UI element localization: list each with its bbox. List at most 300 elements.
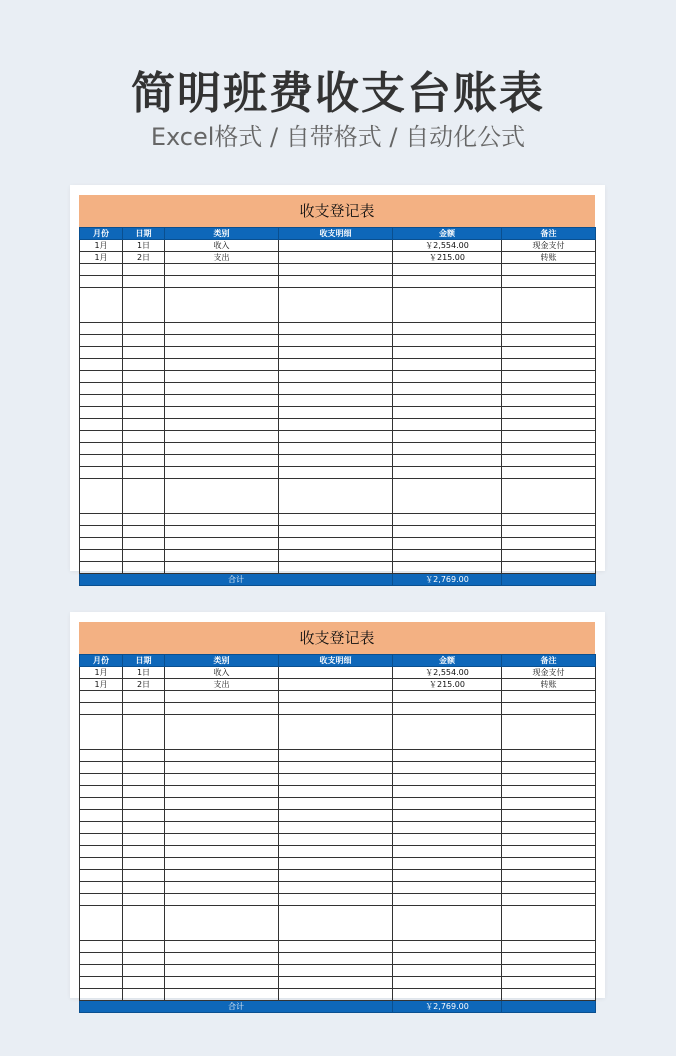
- cell-month[interactable]: [80, 798, 123, 810]
- cell-category[interactable]: [165, 276, 279, 288]
- cell-note[interactable]: [502, 455, 596, 467]
- cell-date[interactable]: 1日: [123, 240, 165, 252]
- cell-category[interactable]: [165, 858, 279, 870]
- cell-month[interactable]: [80, 288, 123, 323]
- cell-category[interactable]: [165, 550, 279, 562]
- cell-amount[interactable]: [393, 989, 502, 1001]
- cell-date[interactable]: [123, 359, 165, 371]
- cell-detail[interactable]: [279, 989, 393, 1001]
- cell-date[interactable]: [123, 455, 165, 467]
- cell-month[interactable]: [80, 703, 123, 715]
- cell-note[interactable]: [502, 538, 596, 550]
- cell-detail[interactable]: [279, 870, 393, 882]
- cell-amount[interactable]: [393, 977, 502, 989]
- cell-amount[interactable]: [393, 834, 502, 846]
- cell-amount[interactable]: [393, 383, 502, 395]
- cell-date[interactable]: [123, 750, 165, 762]
- cell-detail[interactable]: [279, 965, 393, 977]
- cell-month[interactable]: [80, 550, 123, 562]
- cell-note[interactable]: [502, 822, 596, 834]
- cell-date[interactable]: [123, 383, 165, 395]
- cell-note[interactable]: [502, 858, 596, 870]
- cell-detail[interactable]: [279, 562, 393, 574]
- cell-month[interactable]: [80, 846, 123, 858]
- cell-amount[interactable]: [393, 750, 502, 762]
- cell-note[interactable]: [502, 846, 596, 858]
- cell-amount[interactable]: [393, 906, 502, 941]
- cell-note[interactable]: [502, 750, 596, 762]
- cell-category[interactable]: [165, 715, 279, 750]
- cell-detail[interactable]: [279, 538, 393, 550]
- col-header-note[interactable]: 备注: [502, 228, 596, 240]
- cell-detail[interactable]: [279, 252, 393, 264]
- cell-detail[interactable]: [279, 467, 393, 479]
- total-value[interactable]: ￥2,769.00: [393, 1001, 502, 1013]
- cell-month[interactable]: [80, 455, 123, 467]
- cell-detail[interactable]: [279, 846, 393, 858]
- cell-note[interactable]: [502, 288, 596, 323]
- cell-amount[interactable]: [393, 562, 502, 574]
- cell-amount[interactable]: [393, 526, 502, 538]
- cell-date[interactable]: [123, 703, 165, 715]
- cell-date[interactable]: [123, 798, 165, 810]
- cell-detail[interactable]: [279, 882, 393, 894]
- cell-detail[interactable]: [279, 834, 393, 846]
- cell-note[interactable]: [502, 264, 596, 276]
- cell-note[interactable]: [502, 335, 596, 347]
- cell-detail[interactable]: [279, 383, 393, 395]
- cell-month[interactable]: [80, 989, 123, 1001]
- cell-month[interactable]: [80, 762, 123, 774]
- cell-detail[interactable]: [279, 953, 393, 965]
- cell-detail[interactable]: [279, 798, 393, 810]
- cell-month[interactable]: [80, 264, 123, 276]
- cell-amount[interactable]: [393, 514, 502, 526]
- cell-amount[interactable]: [393, 762, 502, 774]
- cell-date[interactable]: [123, 550, 165, 562]
- cell-amount[interactable]: [393, 264, 502, 276]
- cell-category[interactable]: [165, 443, 279, 455]
- cell-amount[interactable]: [393, 467, 502, 479]
- cell-date[interactable]: [123, 347, 165, 359]
- cell-amount[interactable]: [393, 288, 502, 323]
- col-header-category[interactable]: 类别: [165, 228, 279, 240]
- cell-note[interactable]: [502, 894, 596, 906]
- cell-category[interactable]: [165, 562, 279, 574]
- col-header-note[interactable]: 备注: [502, 655, 596, 667]
- cell-date[interactable]: [123, 834, 165, 846]
- cell-month[interactable]: [80, 347, 123, 359]
- cell-amount[interactable]: [393, 882, 502, 894]
- cell-detail[interactable]: [279, 323, 393, 335]
- cell-month[interactable]: [80, 407, 123, 419]
- cell-category[interactable]: [165, 419, 279, 431]
- cell-detail[interactable]: [279, 407, 393, 419]
- cell-detail[interactable]: [279, 750, 393, 762]
- cell-date[interactable]: [123, 335, 165, 347]
- cell-date[interactable]: [123, 989, 165, 1001]
- cell-detail[interactable]: [279, 774, 393, 786]
- cell-note[interactable]: [502, 870, 596, 882]
- cell-detail[interactable]: [279, 679, 393, 691]
- cell-date[interactable]: [123, 538, 165, 550]
- cell-category[interactable]: [165, 774, 279, 786]
- cell-category[interactable]: [165, 750, 279, 762]
- cell-date[interactable]: [123, 846, 165, 858]
- cell-amount[interactable]: [393, 276, 502, 288]
- cell-date[interactable]: [123, 562, 165, 574]
- cell-date[interactable]: [123, 443, 165, 455]
- cell-category[interactable]: [165, 762, 279, 774]
- cell-category[interactable]: [165, 977, 279, 989]
- cell-date[interactable]: [123, 691, 165, 703]
- cell-category[interactable]: [165, 786, 279, 798]
- cell-note[interactable]: [502, 906, 596, 941]
- cell-amount[interactable]: ￥215.00: [393, 679, 502, 691]
- cell-amount[interactable]: [393, 538, 502, 550]
- cell-category[interactable]: [165, 455, 279, 467]
- cell-note[interactable]: [502, 383, 596, 395]
- cell-date[interactable]: [123, 965, 165, 977]
- cell-note[interactable]: [502, 443, 596, 455]
- cell-month[interactable]: [80, 894, 123, 906]
- cell-detail[interactable]: [279, 550, 393, 562]
- cell-month[interactable]: [80, 834, 123, 846]
- cell-date[interactable]: [123, 870, 165, 882]
- cell-amount[interactable]: [393, 691, 502, 703]
- cell-detail[interactable]: [279, 977, 393, 989]
- cell-amount[interactable]: ￥2,554.00: [393, 240, 502, 252]
- cell-date[interactable]: [123, 822, 165, 834]
- cell-detail[interactable]: [279, 691, 393, 703]
- cell-date[interactable]: [123, 419, 165, 431]
- cell-date[interactable]: [123, 953, 165, 965]
- cell-date[interactable]: [123, 941, 165, 953]
- cell-amount[interactable]: [393, 774, 502, 786]
- cell-month[interactable]: [80, 715, 123, 750]
- cell-category[interactable]: [165, 288, 279, 323]
- cell-note[interactable]: [502, 941, 596, 953]
- cell-note[interactable]: [502, 786, 596, 798]
- cell-note[interactable]: [502, 467, 596, 479]
- cell-date[interactable]: [123, 526, 165, 538]
- cell-note[interactable]: [502, 479, 596, 514]
- cell-note[interactable]: [502, 977, 596, 989]
- cell-category[interactable]: [165, 467, 279, 479]
- cell-month[interactable]: [80, 526, 123, 538]
- cell-amount[interactable]: [393, 786, 502, 798]
- cell-date[interactable]: [123, 514, 165, 526]
- cell-note[interactable]: [502, 276, 596, 288]
- cell-amount[interactable]: [393, 894, 502, 906]
- cell-detail[interactable]: [279, 240, 393, 252]
- cell-note[interactable]: [502, 323, 596, 335]
- cell-category[interactable]: [165, 371, 279, 383]
- cell-date[interactable]: [123, 882, 165, 894]
- cell-note[interactable]: 转账: [502, 252, 596, 264]
- cell-detail[interactable]: [279, 419, 393, 431]
- cell-amount[interactable]: [393, 347, 502, 359]
- cell-category[interactable]: [165, 323, 279, 335]
- cell-detail[interactable]: [279, 347, 393, 359]
- cell-amount[interactable]: [393, 359, 502, 371]
- cell-note[interactable]: [502, 834, 596, 846]
- cell-category[interactable]: [165, 359, 279, 371]
- col-header-date[interactable]: 日期: [123, 228, 165, 240]
- cell-detail[interactable]: [279, 526, 393, 538]
- cell-detail[interactable]: [279, 514, 393, 526]
- cell-date[interactable]: [123, 323, 165, 335]
- cell-date[interactable]: [123, 786, 165, 798]
- cell-category[interactable]: [165, 965, 279, 977]
- col-header-month[interactable]: 月份: [80, 228, 123, 240]
- cell-detail[interactable]: [279, 276, 393, 288]
- cell-date[interactable]: [123, 977, 165, 989]
- cell-note[interactable]: [502, 407, 596, 419]
- cell-category[interactable]: [165, 538, 279, 550]
- cell-date[interactable]: [123, 479, 165, 514]
- cell-amount[interactable]: ￥215.00: [393, 252, 502, 264]
- cell-month[interactable]: 1月: [80, 240, 123, 252]
- cell-amount[interactable]: [393, 479, 502, 514]
- cell-date[interactable]: [123, 858, 165, 870]
- cell-note[interactable]: [502, 774, 596, 786]
- cell-month[interactable]: [80, 786, 123, 798]
- cell-amount[interactable]: [393, 407, 502, 419]
- cell-date[interactable]: [123, 774, 165, 786]
- cell-note[interactable]: [502, 703, 596, 715]
- cell-note[interactable]: [502, 762, 596, 774]
- cell-amount[interactable]: [393, 419, 502, 431]
- cell-date[interactable]: [123, 762, 165, 774]
- cell-category[interactable]: [165, 894, 279, 906]
- cell-date[interactable]: [123, 894, 165, 906]
- cell-amount[interactable]: [393, 822, 502, 834]
- cell-category[interactable]: [165, 870, 279, 882]
- cell-detail[interactable]: [279, 371, 393, 383]
- cell-amount[interactable]: [393, 455, 502, 467]
- cell-date[interactable]: [123, 407, 165, 419]
- cell-category[interactable]: [165, 335, 279, 347]
- cell-note[interactable]: [502, 798, 596, 810]
- cell-category[interactable]: [165, 989, 279, 1001]
- cell-note[interactable]: [502, 882, 596, 894]
- cell-detail[interactable]: [279, 894, 393, 906]
- cell-month[interactable]: [80, 467, 123, 479]
- cell-month[interactable]: [80, 941, 123, 953]
- cell-detail[interactable]: [279, 822, 393, 834]
- cell-date[interactable]: [123, 431, 165, 443]
- cell-detail[interactable]: [279, 288, 393, 323]
- cell-month[interactable]: [80, 774, 123, 786]
- cell-note[interactable]: [502, 691, 596, 703]
- cell-note[interactable]: 转账: [502, 679, 596, 691]
- cell-month[interactable]: [80, 538, 123, 550]
- cell-category[interactable]: 支出: [165, 679, 279, 691]
- cell-month[interactable]: [80, 335, 123, 347]
- cell-date[interactable]: [123, 810, 165, 822]
- cell-category[interactable]: [165, 798, 279, 810]
- cell-amount[interactable]: [393, 846, 502, 858]
- col-header-detail[interactable]: 收支明细: [279, 655, 393, 667]
- cell-category[interactable]: [165, 822, 279, 834]
- cell-amount[interactable]: [393, 715, 502, 750]
- cell-detail[interactable]: [279, 443, 393, 455]
- cell-month[interactable]: [80, 977, 123, 989]
- cell-detail[interactable]: [279, 762, 393, 774]
- cell-note[interactable]: [502, 395, 596, 407]
- cell-date[interactable]: [123, 715, 165, 750]
- cell-month[interactable]: [80, 276, 123, 288]
- cell-detail[interactable]: [279, 786, 393, 798]
- cell-amount[interactable]: ￥2,554.00: [393, 667, 502, 679]
- cell-amount[interactable]: [393, 798, 502, 810]
- cell-month[interactable]: [80, 479, 123, 514]
- cell-category[interactable]: [165, 691, 279, 703]
- cell-note[interactable]: [502, 965, 596, 977]
- cell-note[interactable]: [502, 431, 596, 443]
- cell-month[interactable]: [80, 371, 123, 383]
- col-header-detail[interactable]: 收支明细: [279, 228, 393, 240]
- cell-detail[interactable]: [279, 906, 393, 941]
- col-header-amount[interactable]: 金额: [393, 228, 502, 240]
- cell-note[interactable]: [502, 514, 596, 526]
- cell-amount[interactable]: [393, 858, 502, 870]
- cell-category[interactable]: [165, 953, 279, 965]
- cell-amount[interactable]: [393, 371, 502, 383]
- cell-note[interactable]: [502, 953, 596, 965]
- cell-date[interactable]: [123, 467, 165, 479]
- cell-month[interactable]: [80, 810, 123, 822]
- cell-category[interactable]: [165, 834, 279, 846]
- cell-amount[interactable]: [393, 431, 502, 443]
- cell-month[interactable]: [80, 858, 123, 870]
- cell-amount[interactable]: [393, 550, 502, 562]
- cell-month[interactable]: [80, 323, 123, 335]
- col-header-date[interactable]: 日期: [123, 655, 165, 667]
- cell-month[interactable]: [80, 419, 123, 431]
- cell-month[interactable]: [80, 870, 123, 882]
- cell-detail[interactable]: [279, 359, 393, 371]
- cell-amount[interactable]: [393, 335, 502, 347]
- cell-month[interactable]: [80, 965, 123, 977]
- cell-detail[interactable]: [279, 335, 393, 347]
- col-header-amount[interactable]: 金额: [393, 655, 502, 667]
- cell-month[interactable]: [80, 514, 123, 526]
- cell-detail[interactable]: [279, 264, 393, 276]
- cell-note[interactable]: [502, 715, 596, 750]
- cell-month[interactable]: [80, 822, 123, 834]
- cell-amount[interactable]: [393, 953, 502, 965]
- cell-date[interactable]: 2日: [123, 679, 165, 691]
- cell-month[interactable]: [80, 443, 123, 455]
- cell-month[interactable]: [80, 953, 123, 965]
- cell-amount[interactable]: [393, 395, 502, 407]
- cell-date[interactable]: 2日: [123, 252, 165, 264]
- total-note-cell[interactable]: [502, 574, 596, 586]
- cell-category[interactable]: 支出: [165, 252, 279, 264]
- cell-month[interactable]: 1月: [80, 679, 123, 691]
- col-header-month[interactable]: 月份: [80, 655, 123, 667]
- cell-month[interactable]: [80, 750, 123, 762]
- cell-category[interactable]: [165, 407, 279, 419]
- cell-month[interactable]: [80, 395, 123, 407]
- cell-date[interactable]: [123, 906, 165, 941]
- total-label[interactable]: 合计: [80, 574, 393, 586]
- cell-detail[interactable]: [279, 703, 393, 715]
- cell-detail[interactable]: [279, 667, 393, 679]
- cell-note[interactable]: [502, 347, 596, 359]
- cell-amount[interactable]: [393, 965, 502, 977]
- cell-note[interactable]: 现金支付: [502, 667, 596, 679]
- cell-category[interactable]: [165, 846, 279, 858]
- cell-month[interactable]: [80, 383, 123, 395]
- cell-date[interactable]: [123, 264, 165, 276]
- cell-category[interactable]: [165, 383, 279, 395]
- cell-date[interactable]: [123, 395, 165, 407]
- cell-category[interactable]: [165, 526, 279, 538]
- total-note-cell[interactable]: [502, 1001, 596, 1013]
- cell-month[interactable]: 1月: [80, 252, 123, 264]
- cell-category[interactable]: [165, 906, 279, 941]
- cell-amount[interactable]: [393, 870, 502, 882]
- cell-category[interactable]: [165, 479, 279, 514]
- cell-note[interactable]: [502, 359, 596, 371]
- cell-category[interactable]: [165, 431, 279, 443]
- cell-category[interactable]: 收入: [165, 240, 279, 252]
- cell-note[interactable]: [502, 810, 596, 822]
- cell-detail[interactable]: [279, 810, 393, 822]
- cell-date[interactable]: [123, 276, 165, 288]
- cell-category[interactable]: [165, 347, 279, 359]
- cell-detail[interactable]: [279, 479, 393, 514]
- cell-detail[interactable]: [279, 455, 393, 467]
- cell-month[interactable]: [80, 431, 123, 443]
- total-value[interactable]: ￥2,769.00: [393, 574, 502, 586]
- cell-detail[interactable]: [279, 715, 393, 750]
- cell-category[interactable]: [165, 264, 279, 276]
- cell-month[interactable]: [80, 906, 123, 941]
- cell-note[interactable]: [502, 526, 596, 538]
- cell-date[interactable]: 1日: [123, 667, 165, 679]
- cell-detail[interactable]: [279, 431, 393, 443]
- col-header-category[interactable]: 类别: [165, 655, 279, 667]
- cell-note[interactable]: [502, 371, 596, 383]
- cell-note[interactable]: [502, 419, 596, 431]
- cell-month[interactable]: [80, 359, 123, 371]
- cell-category[interactable]: 收入: [165, 667, 279, 679]
- cell-category[interactable]: [165, 882, 279, 894]
- cell-note[interactable]: [502, 562, 596, 574]
- cell-category[interactable]: [165, 514, 279, 526]
- cell-date[interactable]: [123, 288, 165, 323]
- cell-month[interactable]: 1月: [80, 667, 123, 679]
- cell-month[interactable]: [80, 882, 123, 894]
- cell-amount[interactable]: [393, 703, 502, 715]
- cell-amount[interactable]: [393, 323, 502, 335]
- cell-detail[interactable]: [279, 395, 393, 407]
- cell-category[interactable]: [165, 395, 279, 407]
- cell-amount[interactable]: [393, 941, 502, 953]
- cell-category[interactable]: [165, 941, 279, 953]
- cell-category[interactable]: [165, 703, 279, 715]
- total-label[interactable]: 合计: [80, 1001, 393, 1013]
- cell-note[interactable]: [502, 550, 596, 562]
- cell-detail[interactable]: [279, 941, 393, 953]
- cell-note[interactable]: 现金支付: [502, 240, 596, 252]
- cell-category[interactable]: [165, 810, 279, 822]
- cell-note[interactable]: [502, 989, 596, 1001]
